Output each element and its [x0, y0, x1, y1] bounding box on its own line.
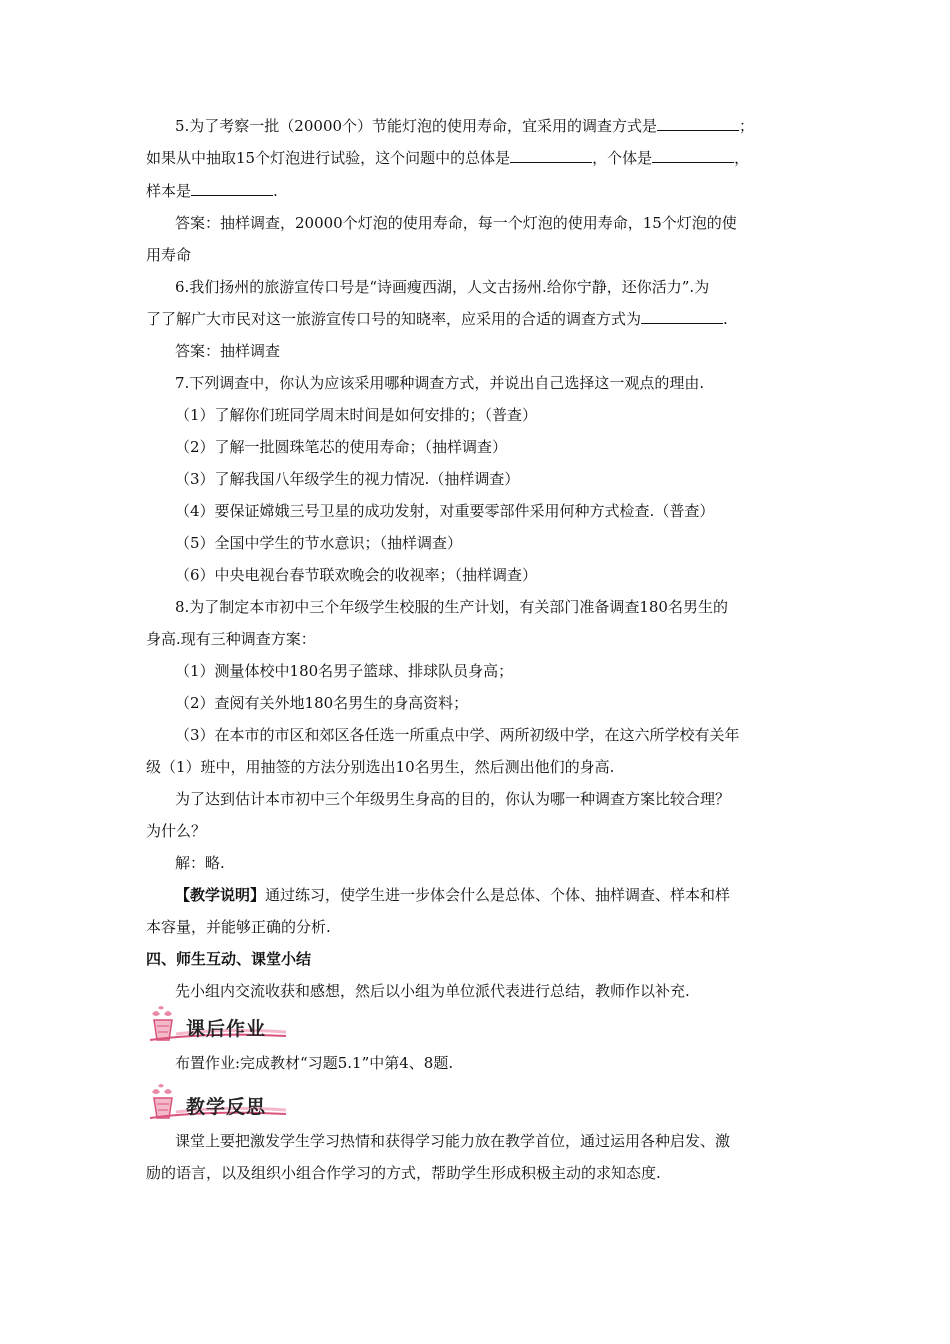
q8-question-1: 为了达到估计本市初中三个年级男生身高的目的，你认为哪一种调查方案比较合理？	[175, 790, 731, 808]
q6-line-2	[146, 309, 728, 329]
homework-banner	[146, 1004, 290, 1044]
q8-option-3a: （3）在本市的市区和郊区各任选一所重点中学、两所初级中学，在这六所学校有关年	[175, 726, 740, 744]
q8-option-3b: 级（1）班中，用抽签的方法分别选出10名男生，然后测出他们的身高.	[146, 758, 615, 776]
answer-blank	[191, 181, 273, 196]
q5-punct: ，	[734, 149, 750, 167]
q5-answer-2: 用寿命	[146, 246, 192, 264]
q5-line-1	[175, 116, 754, 136]
q6-punct: .	[723, 310, 728, 328]
q7-item: （2）了解一批圆珠笔芯的使用寿命；（抽样调查）	[175, 438, 508, 456]
section-heading: 四、师生互动、课堂小结	[146, 950, 312, 968]
q5-punct: .	[273, 182, 278, 200]
reflection-line-1: 课堂上要把激发学生学习热情和获得学习能力放在教学首位，通过运用各种启发、激	[175, 1132, 731, 1150]
q6-text: 了了解广大市民对这一旅游宣传口号的知晓率，应采用的合适的调查方式为	[146, 310, 642, 328]
reflection-banner-label: 教学反思	[186, 1096, 267, 1118]
section-body: 先小组内交流收获和感想，然后以小组为单位派代表进行总结，教师作以补充.	[175, 982, 690, 1000]
q8-question-2: 为什么？	[146, 822, 207, 840]
teaching-note-line-1	[175, 885, 730, 905]
homework-banner-label: 课后作业	[186, 1018, 267, 1040]
q5-line-2	[146, 148, 749, 168]
reflection-banner	[146, 1082, 290, 1122]
homework-body: 布置作业:完成教材“习题5.1”中第4、8题.	[175, 1054, 454, 1072]
q5-text: 如果从中抽取15个灯泡进行试验，这个问题中的总体是	[146, 149, 511, 167]
q7-item: （3）了解我国八年级学生的视力情况.（抽样调查）	[175, 470, 520, 488]
q8-option-2: （2）查阅有关外地180名男生的身高资料；	[175, 694, 469, 712]
answer-blank	[641, 309, 723, 324]
q7-item: （6）中央电视台春节联欢晚会的收视率；（抽样调查）	[175, 566, 538, 584]
q6-answer: 答案：抽样调查	[175, 342, 281, 360]
q5-answer-1: 答案：抽样调查，20000个灯泡的使用寿命，每一个灯泡的使用寿命，15个灯泡的使	[175, 214, 737, 232]
q5-text: 样本是	[146, 182, 192, 200]
answer-blank	[657, 116, 739, 131]
teaching-note-text: 通过练习，使学生进一步体会什么是总体、个体、抽样调查、样本和样	[265, 886, 731, 904]
reflection-line-2: 励的语言，以及组织小组合作学习的方式，帮助学生形成积极主动的求知态度.	[146, 1164, 661, 1182]
teaching-note-line-2: 本容量，并能够正确的分析.	[146, 918, 331, 936]
q8-line-2: 身高.现有三种调查方案：	[146, 630, 316, 648]
q8-solution: 解：略.	[175, 854, 225, 872]
q5-line-3	[146, 181, 278, 201]
teaching-note-tag: 【教学说明】	[175, 886, 266, 904]
q5-punct: ；	[739, 117, 755, 135]
q6-line-1: 6.我们扬州的旅游宣传口号是“诗画瘦西湖，人文古扬州.给你宁静，还你活力”.为	[175, 278, 710, 296]
q7-item: （1）了解你们班同学周末时间是如何安排的；（普查）	[175, 406, 538, 424]
q5-text: 5.为了考察一批（20000个）节能灯泡的使用寿命，宜采用的调查方式是	[175, 117, 658, 135]
q8-option-1: （1）测量体校中180名男子篮球、排球队员身高；	[175, 662, 514, 680]
answer-blank	[652, 148, 734, 163]
q7-stem: 7.下列调查中，你认为应该采用哪种调查方式，并说出自己选择这一观点的理由.	[175, 374, 705, 392]
q8-line-1: 8.为了制定本市初中三个年级学生校服的生产计划，有关部门准备调查180名男生的	[175, 598, 728, 616]
q5-text: ，个体是	[592, 149, 653, 167]
q7-item: （5）全国中学生的节水意识；（抽样调查）	[175, 534, 463, 552]
q7-item: （4）要保证嫦娥三号卫星的成功发射，对重要零部件采用何种方式检查.（普查）	[175, 502, 715, 520]
answer-blank	[510, 148, 592, 163]
